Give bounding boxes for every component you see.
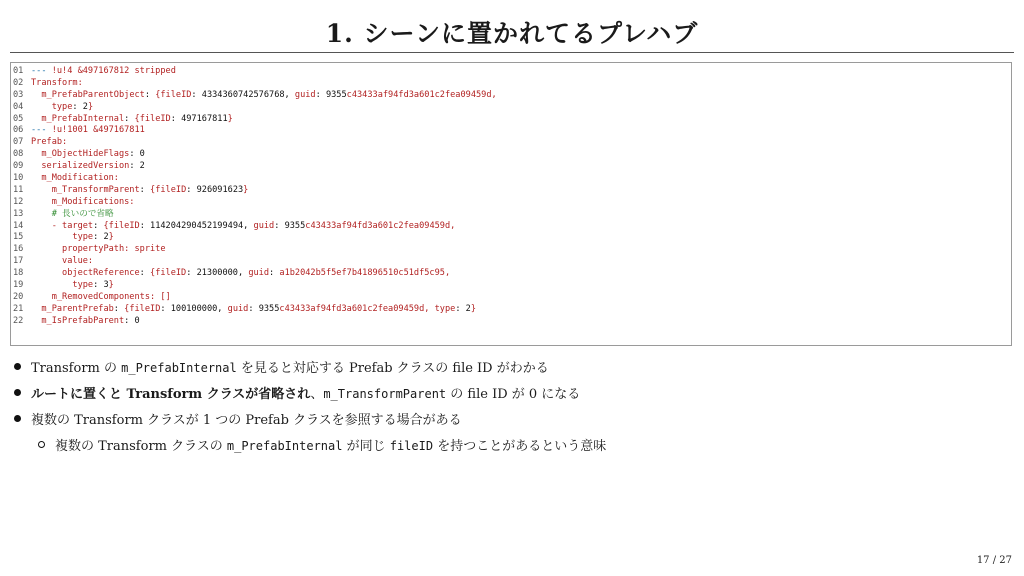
code-token: :: [139, 184, 151, 195]
code-token: type: [434, 303, 456, 314]
code-token: {fileID: [150, 268, 187, 279]
code-token: }: [108, 280, 114, 291]
text-run: 複数の Transform クラスの: [55, 438, 227, 454]
code-token: {fileID: [134, 113, 171, 124]
code-block: [10, 62, 1012, 346]
code-token: Prefab:: [31, 137, 68, 148]
code-line: [11, 232, 1011, 244]
code-token: : 2: [129, 161, 145, 172]
code-token: : 0: [124, 315, 140, 326]
code-text: [31, 256, 93, 268]
bullet-list: [14, 355, 1004, 459]
text-run: Transform の: [31, 360, 122, 376]
code-token: : 2: [93, 232, 109, 243]
code-token: Transform:: [31, 77, 83, 88]
code-text: [31, 280, 114, 292]
sub-bullet-item: [14, 433, 1004, 455]
code-token: !u!1001 &497167811: [51, 125, 145, 136]
code-token: : 9355: [274, 220, 306, 231]
code-text: [31, 316, 140, 328]
line-number: 08: [13, 149, 24, 160]
code-token: type: [72, 280, 94, 291]
text-run: 、: [310, 386, 324, 402]
code-token: [31, 268, 62, 278]
code-token: m_Modifications:: [51, 196, 135, 207]
line-number: 21: [13, 303, 24, 314]
code-line: [11, 66, 1011, 78]
code-token: : 926091623: [186, 184, 244, 195]
code-line: [11, 221, 1011, 233]
code-token: : 3: [93, 280, 109, 291]
text-run: の file ID が 0 になる: [446, 386, 581, 402]
code-token: {fileID: [124, 303, 161, 314]
text-run: が同じ: [342, 438, 390, 454]
code-token: !u!4 &497167812 stripped: [51, 66, 176, 76]
code-token: m_ParentPrefab: [41, 303, 114, 314]
code-text: [31, 268, 450, 280]
line-number: 19: [13, 280, 24, 291]
line-number: 17: [13, 256, 24, 267]
line-number: 04: [13, 101, 24, 112]
line-number: 09: [13, 161, 24, 172]
code-token: [31, 161, 41, 171]
code-token: [31, 244, 62, 254]
code-token: [31, 185, 52, 195]
code-line: [11, 280, 1011, 292]
code-token: : 9355: [315, 89, 347, 100]
text-run: を見ると対応する Prefab クラスの file ID がわかる: [236, 360, 549, 376]
code-text: [31, 292, 171, 304]
code-text: [31, 114, 233, 126]
code-token: :: [144, 89, 156, 100]
code-token: {fileID: [155, 89, 192, 100]
code-line: [11, 197, 1011, 209]
bullet-text: [31, 383, 580, 402]
code-line: [11, 304, 1011, 316]
code-token: : 0: [129, 149, 145, 160]
code-token: m_PrefabParentObject: [41, 89, 145, 100]
code-token: type: [51, 101, 73, 112]
inline-code: m_PrefabInternal: [226, 438, 343, 453]
code-token: [31, 149, 41, 159]
code-token: [31, 292, 52, 302]
code-text: [31, 125, 145, 137]
code-token: [31, 304, 41, 314]
code-text: [31, 161, 145, 173]
code-token: [31, 316, 41, 326]
code-token: : 21300000,: [186, 268, 249, 279]
line-number: 06: [13, 125, 24, 136]
code-token: ---: [31, 125, 52, 136]
code-token: : 9355: [248, 303, 280, 314]
code-token: a1b2042b5f5ef7b41896510c51df5c95,: [279, 268, 451, 279]
bullet-item: [14, 407, 1004, 429]
code-token: :: [269, 268, 280, 279]
code-token: }: [227, 113, 233, 124]
line-number: 13: [13, 208, 24, 219]
code-token: value:: [62, 256, 94, 267]
code-token: serializedVersion: [41, 161, 130, 172]
bullet-text: [31, 357, 549, 376]
inline-code: m_TransformParent: [323, 386, 447, 401]
code-token: c43433af94fd3a601c2fea09459d,: [346, 89, 497, 100]
code-text: [31, 78, 83, 90]
bullet-text: [31, 409, 462, 428]
code-token: m_ObjectHideFlags: [41, 149, 130, 160]
bullet-dot-icon: [14, 389, 21, 396]
code-token: guid: [253, 220, 275, 231]
code-token: m_IsPrefabParent: [41, 315, 125, 326]
line-number: 15: [13, 232, 24, 243]
code-line: [11, 268, 1011, 280]
code-text: [31, 221, 455, 233]
code-token: [31, 102, 52, 112]
code-text: [31, 137, 67, 149]
code-token: :: [124, 113, 135, 124]
code-text: [31, 173, 119, 185]
inline-code: fileID: [389, 438, 434, 453]
code-token: : 497167811: [170, 113, 228, 124]
text-run: ルートに置くと Transform クラスが省略され: [31, 386, 311, 402]
code-token: :: [93, 220, 104, 231]
line-number: 11: [13, 184, 24, 195]
code-token: }: [87, 101, 94, 112]
text-run: を持つことがあるという意味: [433, 438, 607, 454]
code-token: c43433af94fd3a601c2fea09459d,: [305, 220, 456, 231]
line-number: 01: [13, 66, 24, 76]
code-token: guid: [294, 89, 316, 100]
code-token: }: [108, 232, 114, 243]
code-text: [31, 232, 114, 244]
code-token: m_RemovedComponents: []: [51, 291, 171, 302]
line-number: 10: [13, 173, 24, 184]
bullet-item: [14, 355, 1004, 377]
code-line: [11, 161, 1011, 173]
code-token: }: [470, 303, 477, 314]
code-token: type: [72, 232, 94, 243]
code-text: [31, 149, 145, 161]
line-number: 12: [13, 196, 24, 207]
code-token: guid: [227, 303, 249, 314]
line-number: 02: [13, 77, 24, 88]
code-token: [31, 90, 41, 100]
page-number: 17 / 27: [976, 555, 1012, 566]
code-line: [11, 125, 1011, 137]
code-token: [31, 280, 72, 290]
code-token: propertyPath: sprite: [62, 244, 166, 255]
title-divider: [10, 52, 1014, 53]
hollow-bullet-icon: [38, 441, 45, 448]
code-text: [31, 66, 176, 78]
slide-title: 1. シーンに置かれてるプレハブ: [325, 19, 699, 48]
bullet-text: [55, 435, 606, 454]
line-number: 22: [13, 315, 24, 326]
code-token: m_PrefabInternal: [41, 113, 125, 124]
code-token: : 114204290452199494,: [139, 220, 254, 231]
code-token: : 100100000,: [160, 303, 228, 314]
code-token: }: [243, 184, 249, 195]
code-token: [31, 221, 52, 231]
code-text: [31, 102, 93, 114]
code-token: objectReference: [62, 268, 140, 279]
bullet-item: [14, 381, 1004, 403]
code-line: [11, 209, 1011, 221]
text-run: 複数の Transform クラスが 1 つの Prefab クラスを参照する場合がある: [31, 412, 462, 428]
code-token: ---: [31, 66, 52, 76]
code-token: - target: [51, 220, 94, 231]
line-number: 18: [13, 268, 24, 279]
code-line: [11, 316, 1011, 328]
code-text: [31, 244, 166, 256]
code-token: {fileID: [103, 220, 140, 231]
code-token: : 2: [72, 101, 88, 112]
code-line: [11, 244, 1011, 256]
code-token: : 4334360742576768,: [191, 89, 295, 100]
code-token: [31, 232, 72, 242]
code-line: [11, 102, 1011, 114]
code-line: [11, 173, 1011, 185]
bullet-dot-icon: [14, 363, 21, 370]
line-number: 03: [13, 89, 24, 100]
code-text: [31, 90, 497, 102]
code-token: [31, 114, 41, 124]
bullet-dot-icon: [14, 415, 21, 422]
code-token: {fileID: [150, 184, 187, 195]
line-number: 16: [13, 244, 24, 255]
code-line: [11, 292, 1011, 304]
code-text: [31, 197, 135, 209]
code-token: c43433af94fd3a601c2fea09459d,: [279, 303, 435, 314]
code-text: [31, 304, 476, 316]
code-token: :: [139, 268, 151, 279]
code-token: :: [113, 303, 125, 314]
code-line: [11, 185, 1011, 197]
code-line: [11, 78, 1011, 90]
code-token: [31, 256, 62, 266]
code-token: [31, 197, 52, 207]
code-line: [11, 114, 1011, 126]
code-token: guid: [248, 268, 270, 279]
line-number: 14: [13, 220, 24, 231]
line-number: 05: [13, 113, 24, 124]
code-text: [31, 209, 114, 221]
code-line: [11, 256, 1011, 268]
code-token: [31, 173, 41, 183]
line-number: 20: [13, 291, 24, 302]
code-token: : 2: [455, 303, 471, 314]
code-token: [31, 209, 52, 219]
code-line: [11, 149, 1011, 161]
line-number: 07: [13, 137, 24, 148]
inline-code: m_PrefabInternal: [121, 360, 237, 375]
code-token: m_Modification:: [41, 173, 119, 184]
code-line: [11, 90, 1011, 102]
code-line: [11, 137, 1011, 149]
code-text: [31, 185, 248, 197]
code-token: m_TransformParent: [51, 184, 140, 195]
code-token: # 長いので省略: [51, 208, 114, 219]
